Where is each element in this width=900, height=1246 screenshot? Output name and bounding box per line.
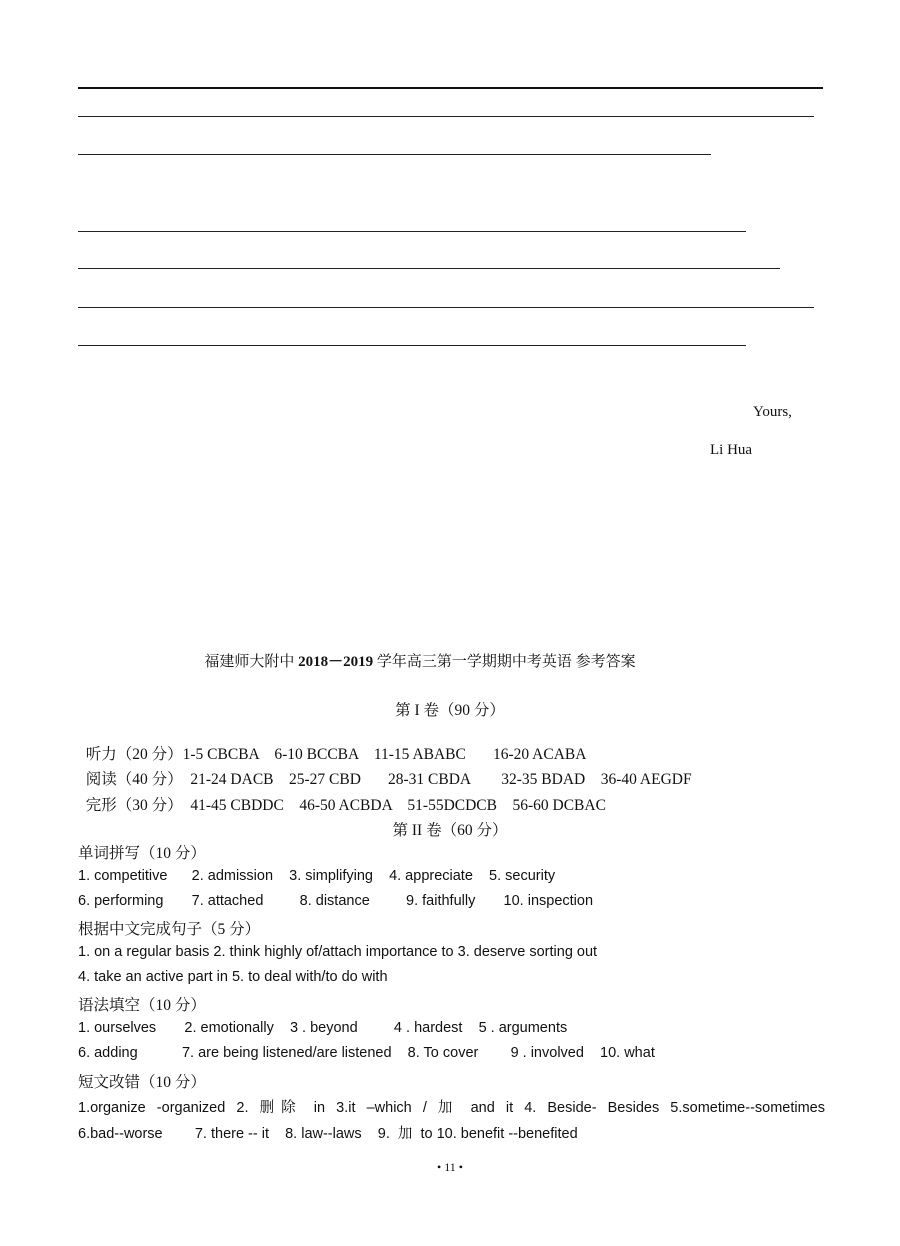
writing-line: [78, 116, 814, 117]
spelling-label: 单词拼写（10 分）: [78, 845, 206, 862]
listening-label: 听力（20 分）: [85, 746, 183, 763]
correction-label: 短文改错（10 分）: [78, 1074, 206, 1091]
answer-key-title: 福建师大附中 2018－2019 学年高三第一学期期中考英语 参考答案: [204, 654, 636, 670]
part2-title: 第 II 卷（60 分）: [392, 822, 508, 839]
writing-line: [78, 268, 780, 269]
grammar-label: 语法填空（10 分）: [78, 997, 206, 1014]
writing-line: [78, 345, 746, 346]
grammar-answers-line2: 6. adding 7. are being listened/are listened 8. To cover 9 . involved 10. what: [78, 1045, 655, 1061]
correction-answers-line2: 6.bad--worse 7. there -- it 8. law--laws 9. 加 to 10. benefit --benefited: [78, 1126, 578, 1142]
correction-answers-line1: 1.organize -organized 2. 删除 in 3.it –which / 加 and it 4. Beside- Besides 5.sometime--sometimes: [78, 1100, 825, 1116]
grammar-answers-line1: 1. ourselves 2. emotionally 3 . beyond 4 . hardest 5 . arguments: [78, 1020, 568, 1036]
translation-label: 根据中文完成句子（5 分）: [78, 921, 261, 938]
reading-answers: 21-24 DACB 25-27 CBD 28-31 CBDA 32-35 BDAD 36-40 AEGDF: [182, 771, 692, 788]
letter-signature: Li Hua: [710, 442, 753, 458]
letter-closing: Yours,: [753, 404, 792, 420]
writing-line: [78, 154, 711, 155]
listening-answers: 1-5 CBCBA 6-10 BCCBA 11-15 ABABC 16-20 ACABA: [182, 746, 587, 763]
cloze-answers: 41-45 CBDDC 46-50 ACBDA 51-55DCDCB 56-60 DCBAC: [182, 797, 606, 814]
translation-answers-line1: 1. on a regular basis 2. think highly of/attach importance to 3. deserve sorting out: [78, 944, 598, 960]
top-border-rule: [78, 87, 823, 89]
writing-line: [78, 231, 746, 232]
cloze-label: 完形（30 分）: [85, 797, 183, 814]
part1-title: 第 I 卷（90 分）: [395, 702, 505, 719]
writing-line: [78, 307, 814, 308]
translation-answers-line2: 4. take an active part in 5. to deal with/to do with: [78, 969, 388, 985]
cloze-row: [78, 775, 606, 815]
page-number: • 11 •: [437, 1160, 463, 1174]
spelling-answers-line1: 1. competitive 2. admission 3. simplifying 4. appreciate 5. security: [78, 868, 556, 884]
reading-label: 阅读（40 分）: [85, 771, 183, 788]
spelling-answers-line2: 6. performing 7. attached 8. distance 9. faithfully 10. inspection: [78, 893, 594, 909]
